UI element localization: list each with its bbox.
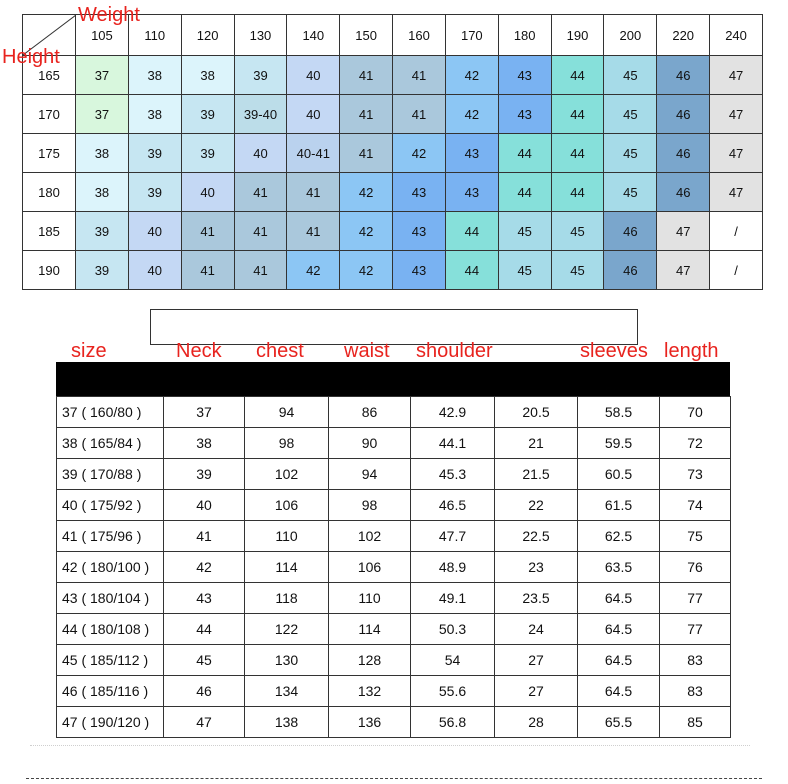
measurement-cell: 73 <box>660 459 731 490</box>
measurement-cell: 65.5 <box>578 707 660 738</box>
size-cell: 44 ( 180/108 ) <box>57 614 164 645</box>
col-label-size: size <box>71 340 107 362</box>
size-grid-cell: 40 <box>234 134 287 173</box>
size-grid-cell: 45 <box>551 212 604 251</box>
weight-header-cell: 180 <box>498 15 551 56</box>
measurement-cell: 22 <box>495 490 578 521</box>
weight-header-cell: 200 <box>604 15 657 56</box>
size-grid-cell: 38 <box>128 95 181 134</box>
size-grid-cell: 41 <box>340 134 393 173</box>
weight-header-cell: 240 <box>710 15 763 56</box>
measurement-cell: 138 <box>245 707 329 738</box>
size-grid-cell: 39 <box>181 134 234 173</box>
measurement-cell: 21 <box>495 428 578 459</box>
measurement-cell: 42 <box>164 552 245 583</box>
measurement-cell: 23.5 <box>495 583 578 614</box>
measurement-cell: 22.5 <box>495 521 578 552</box>
measurement-cell: 75 <box>660 521 731 552</box>
size-grid-cell: 47 <box>710 134 763 173</box>
measurement-cell: 77 <box>660 614 731 645</box>
size-grid-cell: 41 <box>393 95 446 134</box>
size-grid-cell: 41 <box>234 173 287 212</box>
measurement-cell: 72 <box>660 428 731 459</box>
measurement-cell: 110 <box>245 521 329 552</box>
measurement-cell: 118 <box>245 583 329 614</box>
measurement-cell: 27 <box>495 676 578 707</box>
measurement-cell: 54 <box>411 645 495 676</box>
size-grid-cell: 41 <box>181 212 234 251</box>
size-grid-cell: 37 <box>76 56 129 95</box>
size-grid-cell: 47 <box>710 173 763 212</box>
measurement-cell: 83 <box>660 645 731 676</box>
size-grid-cell: 39 <box>76 212 129 251</box>
weight-header-cell: 190 <box>551 15 604 56</box>
size-grid-cell: 41 <box>234 212 287 251</box>
measurement-cell: 102 <box>329 521 411 552</box>
measurement-cell: 90 <box>329 428 411 459</box>
size-grid-cell: / <box>710 212 763 251</box>
measurement-cell: 134 <box>245 676 329 707</box>
weight-header-cell: 130 <box>234 15 287 56</box>
weight-axis-label: Weight <box>78 4 140 26</box>
size-chart-table <box>56 396 731 738</box>
measurement-cell: 77 <box>660 583 731 614</box>
measurement-cell: 46 <box>164 676 245 707</box>
size-grid-cell: 44 <box>445 212 498 251</box>
size-grid-cell: 38 <box>181 56 234 95</box>
measurement-cell: 76 <box>660 552 731 583</box>
weight-header-cell: 140 <box>287 15 340 56</box>
measurement-cell: 62.5 <box>578 521 660 552</box>
height-cell: 190 <box>23 251 76 290</box>
height-row <box>23 251 763 290</box>
size-grid-cell: 42 <box>393 134 446 173</box>
height-row <box>23 212 763 251</box>
size-cell: 43 ( 180/104 ) <box>57 583 164 614</box>
measurement-cell: 85 <box>660 707 731 738</box>
height-cell: 185 <box>23 212 76 251</box>
size-grid-cell: 40 <box>128 251 181 290</box>
size-grid-cell: 41 <box>181 251 234 290</box>
measurement-cell: 49.1 <box>411 583 495 614</box>
measurement-cell: 122 <box>245 614 329 645</box>
measurement-cell: 56.8 <box>411 707 495 738</box>
size-grid-cell: 39 <box>76 251 129 290</box>
size-cell: 42 ( 180/100 ) <box>57 552 164 583</box>
size-grid-cell: 39-40 <box>234 95 287 134</box>
size-grid-cell: 47 <box>710 95 763 134</box>
size-grid-cell: 37 <box>76 95 129 134</box>
size-grid-cell: 39 <box>128 134 181 173</box>
size-grid-cell: 40 <box>287 56 340 95</box>
size-grid-cell: 43 <box>393 251 446 290</box>
size-grid-cell: 46 <box>604 212 657 251</box>
measurement-cell: 42.9 <box>411 397 495 428</box>
size-grid-cell: 40 <box>287 95 340 134</box>
size-grid-cell: 38 <box>76 173 129 212</box>
size-grid-cell: 41 <box>234 251 287 290</box>
height-axis-label: Height <box>2 46 60 68</box>
size-grid-cell: 47 <box>710 56 763 95</box>
measurement-cell: 61.5 <box>578 490 660 521</box>
weight-header-cell: 220 <box>657 15 710 56</box>
col-label-chest: chest <box>256 340 304 362</box>
size-grid-cell: 43 <box>498 95 551 134</box>
measurement-cell: 114 <box>245 552 329 583</box>
measurement-cell: 41 <box>164 521 245 552</box>
measurement-cell: 50.3 <box>411 614 495 645</box>
size-cell: 46 ( 185/116 ) <box>57 676 164 707</box>
size-grid-cell: 41 <box>287 173 340 212</box>
col-label-length: length <box>664 340 719 362</box>
size-grid-cell: 46 <box>657 95 710 134</box>
height-cell: 170 <box>23 95 76 134</box>
size-grid-cell: 44 <box>551 134 604 173</box>
weight-header-cell: 105 <box>76 15 129 56</box>
measurement-cell: 55.6 <box>411 676 495 707</box>
height-row <box>23 134 763 173</box>
size-grid-cell: 42 <box>340 251 393 290</box>
measurement-cell: 63.5 <box>578 552 660 583</box>
measurement-cell: 28 <box>495 707 578 738</box>
col-label-waist: waist <box>344 340 390 362</box>
measurement-cell: 74 <box>660 490 731 521</box>
measurement-cell: 39 <box>164 459 245 490</box>
size-grid-cell: 41 <box>287 212 340 251</box>
measurement-cell: 83 <box>660 676 731 707</box>
measurement-cell: 27 <box>495 645 578 676</box>
size-grid-cell: 43 <box>393 173 446 212</box>
size-grid-cell: 39 <box>234 56 287 95</box>
header-bar <box>56 362 730 396</box>
measurement-cell: 47 <box>164 707 245 738</box>
size-grid-cell: 40 <box>181 173 234 212</box>
size-grid-cell: 43 <box>445 173 498 212</box>
measurement-cell: 21.5 <box>495 459 578 490</box>
size-grid-cell: 45 <box>498 212 551 251</box>
measurement-cell: 98 <box>245 428 329 459</box>
measurement-cell: 64.5 <box>578 614 660 645</box>
size-grid-cell: 44 <box>445 251 498 290</box>
measurement-cell: 59.5 <box>578 428 660 459</box>
size-row <box>57 397 731 428</box>
height-cell: 180 <box>23 173 76 212</box>
col-label-sleeves: sleeves <box>580 340 648 362</box>
measurement-cell: 106 <box>245 490 329 521</box>
size-grid-cell: 42 <box>287 251 340 290</box>
measurement-cell: 94 <box>329 459 411 490</box>
size-row <box>57 459 731 490</box>
measurement-cell: 64.5 <box>578 645 660 676</box>
size-grid-cell: 38 <box>76 134 129 173</box>
blank-box <box>150 309 638 345</box>
size-grid-cell: / <box>710 251 763 290</box>
size-grid-cell: 45 <box>604 173 657 212</box>
measurement-cell: 44 <box>164 614 245 645</box>
size-grid-cell: 45 <box>604 95 657 134</box>
height-row <box>23 56 763 95</box>
measurement-cell: 128 <box>329 645 411 676</box>
size-grid-cell: 46 <box>657 134 710 173</box>
size-grid-cell: 44 <box>551 95 604 134</box>
size-cell: 47 ( 190/120 ) <box>57 707 164 738</box>
size-grid-cell: 46 <box>657 56 710 95</box>
measurement-cell: 110 <box>329 583 411 614</box>
measurement-cell: 20.5 <box>495 397 578 428</box>
measurement-cell: 23 <box>495 552 578 583</box>
weight-header-cell: 120 <box>181 15 234 56</box>
size-row <box>57 583 731 614</box>
measurement-cell: 114 <box>329 614 411 645</box>
dashed-divider <box>26 778 762 779</box>
measurement-cell: 48.9 <box>411 552 495 583</box>
size-cell: 40 ( 175/92 ) <box>57 490 164 521</box>
height-cell: 175 <box>23 134 76 173</box>
size-cell: 41 ( 175/96 ) <box>57 521 164 552</box>
size-row <box>57 676 731 707</box>
measurement-cell: 64.5 <box>578 583 660 614</box>
size-grid-cell: 45 <box>604 134 657 173</box>
size-cell: 37 ( 160/80 ) <box>57 397 164 428</box>
height-row <box>23 173 763 212</box>
size-grid-cell: 47 <box>657 212 710 251</box>
size-grid-cell: 38 <box>128 56 181 95</box>
measurement-cell: 37 <box>164 397 245 428</box>
measurement-cell: 24 <box>495 614 578 645</box>
size-row <box>57 614 731 645</box>
measurement-cell: 102 <box>245 459 329 490</box>
size-grid-cell: 43 <box>445 134 498 173</box>
size-grid-cell: 41 <box>340 95 393 134</box>
size-grid-cell: 41 <box>340 56 393 95</box>
measurement-cell: 46.5 <box>411 490 495 521</box>
measurement-cell: 106 <box>329 552 411 583</box>
size-grid-cell: 46 <box>657 173 710 212</box>
size-cell: 39 ( 170/88 ) <box>57 459 164 490</box>
measurement-cell: 132 <box>329 676 411 707</box>
size-grid-cell: 40 <box>128 212 181 251</box>
size-grid-cell: 42 <box>340 212 393 251</box>
weight-height-grid <box>22 14 763 290</box>
measurement-cell: 38 <box>164 428 245 459</box>
measurement-cell: 45.3 <box>411 459 495 490</box>
size-grid-cell: 45 <box>604 56 657 95</box>
col-label-neck: Neck <box>176 340 222 362</box>
size-row <box>57 428 731 459</box>
size-row <box>57 521 731 552</box>
measurement-cell: 44.1 <box>411 428 495 459</box>
col-label-shoulder: shoulder <box>416 340 493 362</box>
size-grid-cell: 42 <box>445 95 498 134</box>
size-grid-cell: 40-41 <box>287 134 340 173</box>
size-grid-cell: 43 <box>393 212 446 251</box>
measurement-cell: 58.5 <box>578 397 660 428</box>
measurement-cell: 47.7 <box>411 521 495 552</box>
measurement-cell: 64.5 <box>578 676 660 707</box>
size-grid-cell: 45 <box>498 251 551 290</box>
measurement-cell: 40 <box>164 490 245 521</box>
measurement-cell: 43 <box>164 583 245 614</box>
size-grid-cell: 44 <box>551 56 604 95</box>
size-grid-cell: 44 <box>551 173 604 212</box>
size-grid-cell: 46 <box>604 251 657 290</box>
measurement-cell: 136 <box>329 707 411 738</box>
measurement-cell: 60.5 <box>578 459 660 490</box>
size-row <box>57 490 731 521</box>
size-grid-cell: 42 <box>340 173 393 212</box>
faint-divider <box>30 745 750 748</box>
size-cell: 45 ( 185/112 ) <box>57 645 164 676</box>
size-grid-cell: 45 <box>551 251 604 290</box>
weight-header-cell: 150 <box>340 15 393 56</box>
size-cell: 38 ( 165/84 ) <box>57 428 164 459</box>
measurement-cell: 94 <box>245 397 329 428</box>
size-grid-cell: 42 <box>445 56 498 95</box>
height-cell: 165 <box>23 56 76 95</box>
weight-header-cell: 110 <box>128 15 181 56</box>
measurement-cell: 70 <box>660 397 731 428</box>
size-row <box>57 552 731 583</box>
size-grid-cell: 47 <box>657 251 710 290</box>
size-grid-cell: 39 <box>181 95 234 134</box>
size-grid-cell: 43 <box>498 56 551 95</box>
weight-header-cell: 170 <box>445 15 498 56</box>
measurement-cell: 130 <box>245 645 329 676</box>
measurement-cell: 45 <box>164 645 245 676</box>
size-row <box>57 645 731 676</box>
weight-header-cell: 160 <box>393 15 446 56</box>
height-row <box>23 95 763 134</box>
size-grid-cell: 41 <box>393 56 446 95</box>
measurement-cell: 98 <box>329 490 411 521</box>
size-grid-cell: 39 <box>128 173 181 212</box>
size-grid-cell: 44 <box>498 134 551 173</box>
size-grid-cell: 44 <box>498 173 551 212</box>
measurement-cell: 86 <box>329 397 411 428</box>
size-row <box>57 707 731 738</box>
